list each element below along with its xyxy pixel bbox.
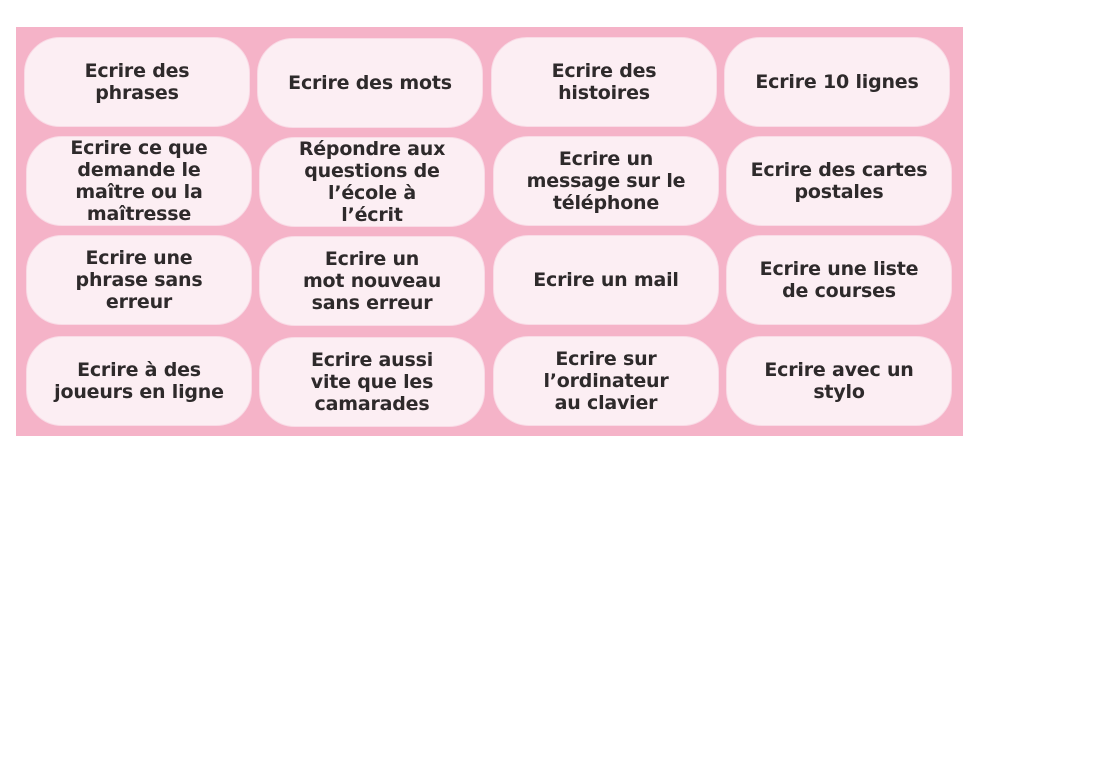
card-write-as-fast-as-classmates [259,337,485,427]
card-write-email [493,235,719,325]
card-write-phone-message [493,136,719,226]
card-label: Ecrire des phrases [84,60,190,104]
card-board [16,27,963,436]
card-label: Ecrire à des joueurs en ligne [54,359,224,403]
card-label: Ecrire un message sur le téléphone [526,148,686,214]
card-write-postcards [726,136,952,226]
card-write-new-word-no-error [259,236,485,326]
card-label: Ecrire un mot nouveau sans erreur [302,248,442,314]
card-answer-school-questions [259,137,485,227]
card-label: Ecrire une phrase sans erreur [75,247,203,313]
card-label: Ecrire sur l’ordinateur au clavier [543,348,669,414]
card-write-to-online-players [26,336,252,426]
card-label: Ecrire ce que demande le maître ou la maîtresse [70,137,208,225]
card-label: Ecrire 10 lignes [755,71,919,93]
card-write-sentence-no-error [26,235,252,325]
card-label: Ecrire avec un stylo [764,359,914,403]
card-write-on-computer-keyboard [493,336,719,426]
card-label: Ecrire un mail [533,269,679,291]
card-write-what-teacher-asks [26,136,252,226]
card-write-words [257,38,483,128]
card-write-stories [491,37,717,127]
card-label: Ecrire une liste de courses [759,258,919,302]
card-label: Ecrire des mots [288,72,452,94]
card-write-with-pen [726,336,952,426]
card-label: Ecrire aussi vite que les camarades [310,349,434,415]
card-write-sentences [24,37,250,127]
card-label: Répondre aux questions de l’école à l’écrit [298,138,446,226]
card-write-shopping-list [726,235,952,325]
card-label: Ecrire des histoires [551,60,657,104]
card-write-10-lines [724,37,950,127]
card-label: Ecrire des cartes postales [750,159,928,203]
